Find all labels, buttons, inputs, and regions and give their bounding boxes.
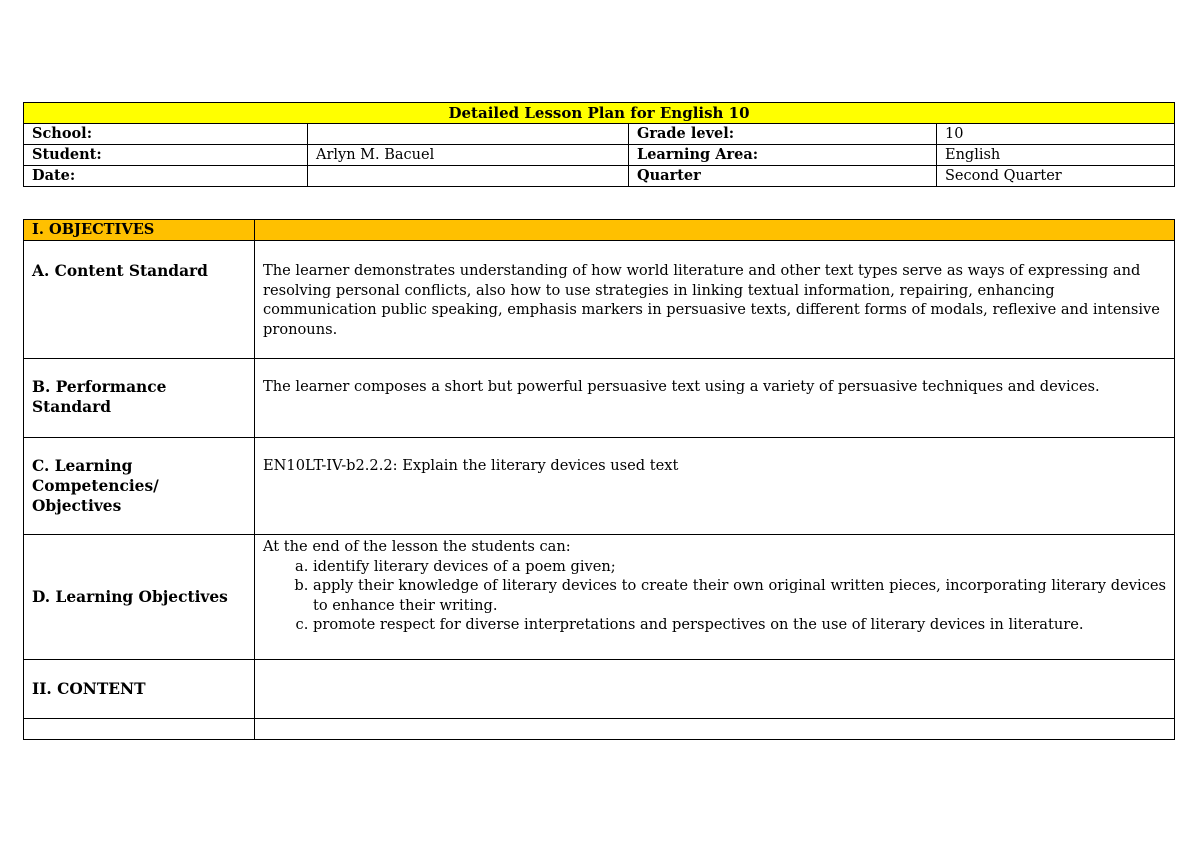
empty-row [24,719,1175,740]
content-standard-row [24,241,1175,359]
learning-objective-item: c. promote respect for diverse interpretations and perspectives on the use of literary devices in literature. [313,615,1166,635]
grade-level-value: 10 [937,124,1175,145]
objectives-section-header [24,220,1175,241]
content-standard-label: A. Content Standard [24,241,255,359]
header-row-student [24,145,1175,166]
quarter-value: Second Quarter [937,166,1175,187]
lesson-plan-header-table [23,102,1175,187]
learning-objectives-cell [255,535,1175,660]
grade-level-label: Grade level: [629,124,937,145]
objectives-section-filler [255,220,1175,241]
content-label: II. CONTENT [24,660,255,719]
learning-objectives-intro: At the end of the lesson the students can: [263,538,571,555]
objectives-section-title: I. OBJECTIVES [24,220,255,241]
school-label: School: [24,124,308,145]
learning-competencies-row [24,438,1175,535]
content-row [24,660,1175,719]
empty-cell-right [255,719,1175,740]
student-value: Arlyn M. Bacuel [308,145,629,166]
learning-objective-item: b. apply their knowledge of literary devices to create their own original written pieces, incorporating literary devices to enhance their writing. [313,576,1166,615]
student-label: Student: [24,145,308,166]
learning-area-label: Learning Area: [629,145,937,166]
objectives-table [23,219,1175,740]
learning-competencies-text: EN10LT-IV-b2.2.2: Explain the literary devices used text [255,438,1175,535]
empty-cell-left [24,719,255,740]
date-value [308,166,629,187]
school-value [308,124,629,145]
learning-objectives-row [24,535,1175,660]
quarter-label: Quarter [629,166,937,187]
learning-objectives-list [263,557,1166,635]
header-row-school [24,124,1175,145]
learning-area-value: English [937,145,1175,166]
content-standard-text: The learner demonstrates understanding of how world literature and other text types serve as ways of expressing and resolving personal conflicts, also how to use strategies in linking textual information, repairing, enhancing communication public speaking, emphasis markers in persuasive texts, different forms of modals, reflexive and intensive pronouns. [255,241,1175,359]
date-label: Date: [24,166,308,187]
lesson-plan-title: Detailed Lesson Plan for English 10 [24,103,1175,124]
learning-competencies-label: C. Learning Competencies/ Objectives [24,438,255,535]
learning-objectives-label: D. Learning Objectives [24,535,255,660]
performance-standard-label: B. Performance Standard [24,359,255,438]
learning-objective-item: a. identify literary devices of a poem given; [313,557,1166,577]
performance-standard-row [24,359,1175,438]
header-row-date [24,166,1175,187]
content-value [255,660,1175,719]
performance-standard-text: The learner composes a short but powerful persuasive text using a variety of persuasive techniques and devices. [255,359,1175,438]
